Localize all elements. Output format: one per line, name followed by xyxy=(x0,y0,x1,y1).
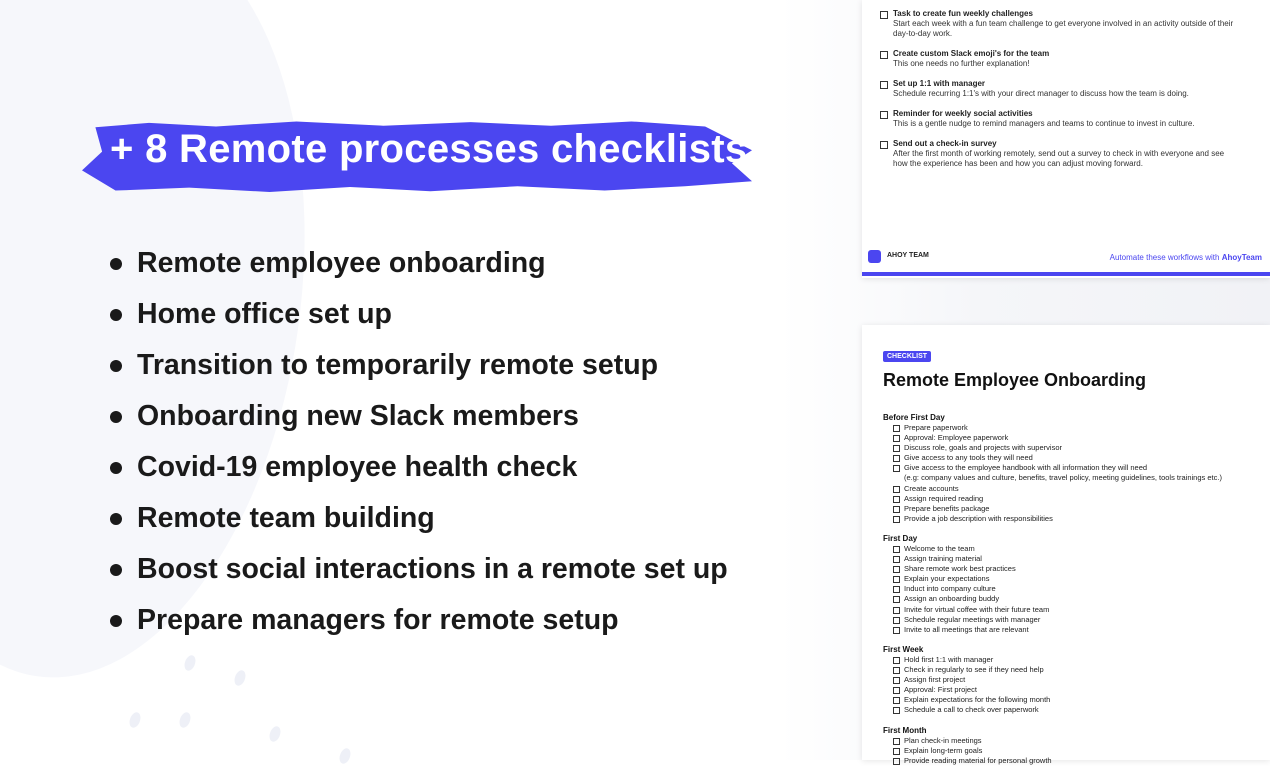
checklist-item: Explain expectations for the following month xyxy=(893,695,1263,705)
task-description: This one needs no further explanation! xyxy=(893,59,1030,68)
section-before-first-day xyxy=(883,412,1263,524)
checklist-badge: CHECKLIST xyxy=(883,351,931,362)
task-item xyxy=(880,109,1250,129)
automate-link[interactable] xyxy=(1110,253,1262,262)
list-item-label: Home office set up xyxy=(137,298,392,330)
task-description: Schedule recurring 1:1's with your direct manager to discuss how the team is doing. xyxy=(893,89,1189,98)
ahoy-team-logo-icon xyxy=(868,250,881,263)
list-item xyxy=(110,544,728,595)
list-item xyxy=(110,340,728,391)
checklist-item: Give access to any tools they will need xyxy=(893,453,1263,463)
task-description: Start each week with a fun team challenge to get everyone involved in an activity outside of their xyxy=(893,19,1234,28)
checklist-item: Hold first 1:1 with manager xyxy=(893,655,1263,665)
checkbox-icon xyxy=(880,81,888,89)
task-description: how the experience has been and how you can adjust moving forward. xyxy=(893,159,1143,168)
checklist-item: Invite to all meetings that are relevant xyxy=(893,625,1263,635)
checklist-item: Assign required reading xyxy=(893,494,1263,504)
logo-text: AHOY TEAM xyxy=(887,252,929,259)
list-item-label: Remote employee onboarding xyxy=(137,247,546,279)
bullet-icon xyxy=(110,258,122,270)
checklist-item: Approval: First project xyxy=(893,685,1263,695)
checklist-item: Check in regularly to see if they need help xyxy=(893,665,1263,675)
list-item-label: Covid-19 employee health check xyxy=(137,451,578,483)
checkbox-icon xyxy=(880,141,888,149)
checklist-item: Invite for virtual coffee with their future team xyxy=(893,605,1263,615)
checklist-item: Assign an onboarding buddy xyxy=(893,594,1263,604)
checklist-preview-onboarding xyxy=(862,325,1270,766)
list-item-label: Onboarding new Slack members xyxy=(137,400,579,432)
list-item xyxy=(110,391,728,442)
checklist-item-note: (e.g: company values and culture, benefits, travel policy, meeting guidelines, tools trainings etc.) xyxy=(904,473,1222,483)
bullet-icon xyxy=(110,564,122,576)
checklist-item: Explain your expectations xyxy=(893,574,1263,584)
checkbox-icon xyxy=(880,51,888,59)
checkbox-icon xyxy=(880,11,888,19)
list-item xyxy=(110,595,728,646)
section-first-week xyxy=(883,644,1263,716)
automate-text: Automate these workflows with xyxy=(1109,253,1222,262)
checklist-item: Schedule a call to check over paperwork xyxy=(893,705,1263,715)
checklist-item: Approval: Employee paperwork xyxy=(893,433,1263,443)
task-description: After the first month of working remotely, send out a survey to check in with everyone and see xyxy=(893,149,1225,158)
section-heading: First Month xyxy=(883,726,927,735)
task-description: This is a gentle nudge to remind managers and teams to continue to invest in culture. xyxy=(893,119,1195,128)
list-item xyxy=(110,493,728,544)
footer-accent-bar xyxy=(862,272,1270,276)
checklist-item: Share remote work best practices xyxy=(893,564,1263,574)
checkbox-icon xyxy=(880,111,888,119)
task-title: Reminder for weekly social activities xyxy=(893,109,1033,118)
checklist-item: Plan check-in meetings xyxy=(893,736,1263,746)
checklist-item: Provide a job description with responsibilities xyxy=(893,514,1263,524)
bullet-icon xyxy=(110,462,122,474)
checklist-item: Induct into company culture xyxy=(893,584,1263,594)
checklist-item: Explain long-term goals xyxy=(893,746,1263,756)
doc-footer xyxy=(862,248,1270,268)
section-heading: First Week xyxy=(883,645,924,654)
task-item xyxy=(880,79,1250,99)
automate-brand: AhoyTeam xyxy=(1221,253,1262,262)
checklist-item: Discuss role, goals and projects with supervisor xyxy=(893,443,1263,453)
task-description: day-to-day work. xyxy=(893,29,953,38)
section-first-day xyxy=(883,533,1263,635)
checklist-item: Prepare benefits package xyxy=(893,504,1263,514)
list-item xyxy=(110,442,728,493)
checklist-item: Assign first project xyxy=(893,675,1263,685)
bullet-icon xyxy=(110,513,122,525)
checklist-item: Assign training material xyxy=(893,554,1263,564)
checklist-item: Give access to the employee handbook with all information they will need xyxy=(893,463,1263,473)
task-item xyxy=(880,49,1250,69)
bullet-icon xyxy=(110,411,122,423)
task-title: Task to create fun weekly challenges xyxy=(893,9,1033,18)
section-heading: Before First Day xyxy=(883,413,945,422)
bullet-icon xyxy=(110,615,122,627)
list-item xyxy=(110,289,728,340)
list-item-label: Remote team building xyxy=(137,502,435,534)
section-heading: First Day xyxy=(883,534,918,543)
checklist-preview-top xyxy=(862,0,1270,278)
list-item-label: Prepare managers for remote setup xyxy=(137,604,619,636)
list-item xyxy=(110,238,728,289)
list-item-label: Boost social interactions in a remote set up xyxy=(137,553,728,585)
task-item xyxy=(880,139,1250,169)
bullet-icon xyxy=(110,309,122,321)
checklist-list xyxy=(110,238,728,646)
task-title: Set up 1:1 with manager xyxy=(893,79,986,88)
task-title: Create custom Slack emoji's for the team xyxy=(893,49,1050,58)
checklist-item: Prepare paperwork xyxy=(893,423,1263,433)
doc-title: Remote Employee Onboarding xyxy=(883,370,1147,390)
bullet-icon xyxy=(110,360,122,372)
task-item xyxy=(880,9,1250,39)
checklist-item: Welcome to the team xyxy=(893,544,1263,554)
task-title: Send out a check-in survey xyxy=(893,139,997,148)
hero-title: + 8 Remote processes checklists xyxy=(110,127,748,171)
checklist-item: Provide reading material for personal growth xyxy=(893,756,1263,766)
list-item-label: Transition to temporarily remote setup xyxy=(137,349,659,381)
checklist-item: Schedule regular meetings with manager xyxy=(893,615,1263,625)
checklist-item: Create accounts xyxy=(893,484,1263,494)
